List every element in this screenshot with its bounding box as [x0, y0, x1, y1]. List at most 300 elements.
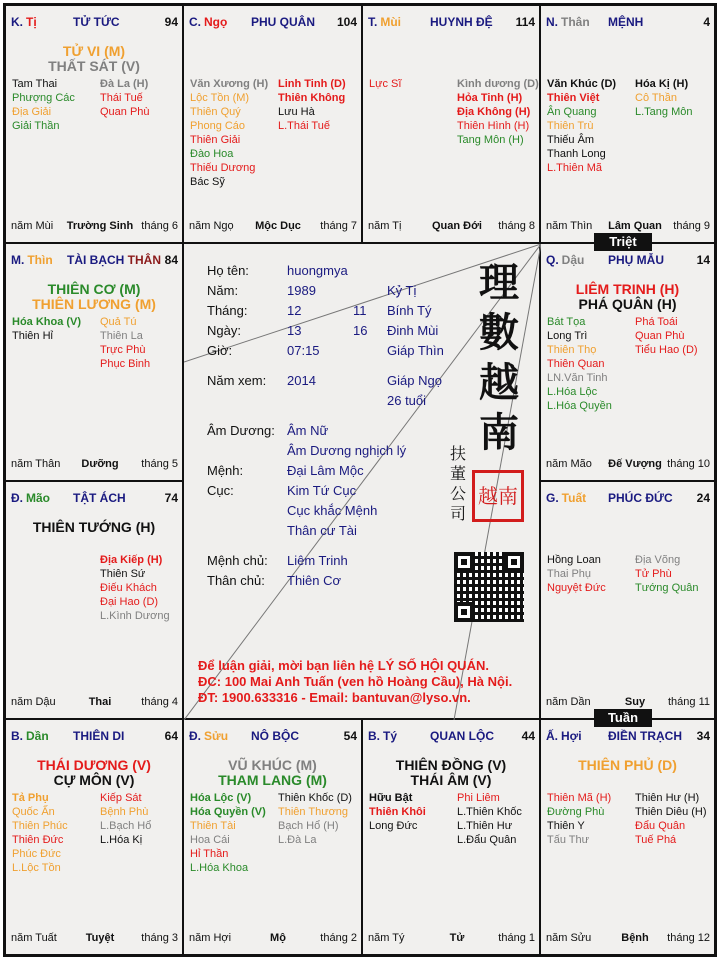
name-value: huongmya: [287, 263, 348, 278]
month-value: 12: [287, 303, 302, 318]
main-stars: [541, 758, 714, 773]
left-star-list: [547, 791, 611, 847]
palace-footer: [11, 696, 178, 709]
left-star-list: [547, 553, 606, 595]
hour-canchi: Giáp Thìn: [387, 343, 444, 358]
minor-star: Hóa Quyền (V): [190, 806, 266, 818]
minor-star: Lưu Hà: [278, 106, 315, 118]
minor-star: Thiên Trù: [547, 120, 594, 132]
minor-star: Đường Phù: [547, 806, 605, 818]
palace-header: [11, 491, 178, 505]
footer-month: tháng 2: [320, 932, 357, 944]
footer-year: năm Thân: [11, 458, 61, 470]
stem: Q.: [546, 253, 559, 267]
palace-footer: [11, 458, 178, 471]
age-number: 24: [696, 491, 710, 505]
calligraphy-logo: 理數越南: [479, 259, 519, 456]
minor-star: Đà La (H): [100, 78, 149, 90]
footer-month: tháng 7: [320, 220, 357, 232]
stem: Đ.: [11, 491, 23, 505]
main-stars: [541, 282, 714, 312]
than-chu-label: Thân chủ:: [207, 573, 265, 588]
stem: Đ.: [189, 729, 201, 743]
palace-footer: [546, 220, 710, 233]
minor-star: L.Đẩu Quân: [457, 834, 517, 846]
minor-star: L.Thiên Khốc: [457, 806, 522, 818]
palace-cell[interactable]: [363, 6, 541, 244]
left-star-list: [190, 791, 266, 875]
stem: C.: [189, 15, 201, 29]
day-label: Ngày:: [207, 323, 241, 338]
main-stars: [6, 520, 182, 535]
minor-star: L.Hóa Khoa: [190, 862, 249, 874]
than-cu-note: Thân cư Tài: [287, 523, 357, 538]
palace-name: TẬT ÁCH: [73, 491, 126, 505]
day-value: 13: [287, 323, 302, 338]
life-stage: Mộc Dục: [255, 220, 301, 232]
minor-star: Địa Kiếp (H): [100, 554, 163, 566]
main-star: THẤT SÁT (V): [48, 58, 140, 74]
astrology-chart: [3, 3, 717, 957]
main-stars: [6, 44, 182, 74]
palace-footer: [189, 932, 357, 945]
contact-phone-email[interactable]: ĐT: 1900.633316 - Email: bantuvan@lyso.vn.: [198, 690, 471, 705]
branch: Tuất: [561, 491, 587, 505]
palace-header: [546, 729, 710, 743]
stem: T.: [368, 15, 378, 29]
branch: Ngọ: [204, 15, 228, 29]
footer-month: tháng 1: [498, 932, 535, 944]
than-marker: THÂN: [127, 253, 161, 267]
minor-star: Thiên Hư (H): [635, 792, 700, 804]
footer-year: năm Thìn: [546, 220, 593, 232]
stem: B.: [368, 729, 380, 743]
palace-name: PHU QUÂN: [251, 15, 316, 29]
right-star-list: [278, 77, 346, 133]
main-star: TỬ VI (M): [62, 43, 126, 59]
age-number: 14: [696, 253, 710, 267]
life-stage: Thai: [88, 696, 112, 708]
palace-header: [11, 253, 178, 267]
life-stage: Mộ: [270, 932, 286, 944]
right-star-list: [635, 553, 699, 595]
cuc-note: Cục khắc Mệnh: [287, 503, 378, 518]
branch: Mùi: [380, 15, 402, 29]
main-star: THIÊN PHỦ (D): [578, 757, 677, 773]
minor-star: Hỏa Tinh (H): [457, 92, 523, 104]
age-number: 64: [164, 729, 178, 743]
minor-star: Tiểu Hao (D): [635, 344, 698, 356]
palace-header: [368, 15, 535, 29]
branch: Mão: [26, 491, 50, 505]
year-value: 1989: [287, 283, 316, 298]
amduong-label: Âm Dương:: [207, 423, 275, 438]
minor-star: Tả Phụ: [12, 792, 49, 804]
branch: Tý: [383, 729, 398, 743]
minor-star: Quan Phù: [635, 330, 685, 342]
left-star-list: [547, 315, 612, 413]
year-label: Năm:: [207, 283, 239, 298]
palace-footer: [189, 220, 357, 233]
qr-code[interactable]: [454, 552, 524, 622]
palace-footer: [546, 932, 710, 945]
palace-cell[interactable]: [184, 6, 363, 244]
palace-footer: [368, 220, 535, 233]
footer-year: năm Tị: [368, 220, 402, 232]
minor-star: Đào Hoa: [190, 148, 234, 160]
month-canchi: Bính Tý: [387, 303, 432, 318]
view-year-value: 2014: [287, 373, 316, 388]
hour-value: 07:15: [287, 343, 320, 358]
minor-star: Thiếu Âm: [547, 134, 595, 146]
footer-month: tháng 8: [498, 220, 535, 232]
minor-star: L.Thiên Mã: [547, 162, 603, 174]
left-star-list: [12, 315, 81, 343]
red-seal-stamp: 越南: [472, 470, 524, 522]
amduong-note: Âm Dương nghịch lý: [287, 443, 407, 458]
palace-cell[interactable]: [541, 6, 714, 244]
palace-footer: [11, 932, 178, 945]
main-star: CỰ MÔN (V): [53, 772, 135, 788]
minor-star: Thiên Quan: [547, 358, 605, 370]
age-number: 84: [164, 253, 178, 267]
right-star-list: [100, 77, 150, 119]
cuc-value: Kim Tứ Cục: [287, 483, 357, 498]
palace-name: MỆNH: [608, 15, 644, 29]
minor-star: Bạch Hổ (H): [278, 820, 339, 832]
minor-star: Giải Thần: [12, 120, 60, 132]
minor-star: Thiên Giải: [190, 134, 241, 146]
minor-star: LN.Văn Tinh: [547, 372, 608, 384]
palace-header: [546, 15, 710, 29]
minor-star: Tử Phù: [635, 568, 672, 580]
minor-star: L.Thiên Hư: [457, 820, 513, 832]
palace-name: PHÚC ĐỨC: [608, 491, 673, 505]
palace-footer: [11, 220, 178, 233]
footer-month: tháng 10: [667, 458, 710, 470]
branch: Sửu: [204, 729, 229, 743]
palace-cell[interactable]: [541, 482, 714, 720]
tuan-badge: Tuần: [594, 709, 652, 727]
minor-star: Cô Thần: [635, 92, 677, 104]
footer-month: tháng 9: [673, 220, 710, 232]
right-star-list: [100, 791, 151, 847]
minor-star: Đại Hao (D): [100, 596, 159, 608]
palace-header: [11, 15, 178, 29]
main-stars: [363, 758, 539, 788]
palace-header: [546, 491, 710, 505]
life-stage: Trường Sinh: [66, 220, 134, 232]
main-stars: [6, 282, 182, 312]
minor-star: Thiên Tài: [190, 820, 236, 832]
age-number: 74: [164, 491, 178, 505]
palace-name: PHỤ MẪU: [608, 253, 664, 267]
palace-name: TÀI BẠCH: [67, 253, 125, 267]
stem: B.: [11, 729, 23, 743]
footer-year: năm Hợi: [189, 932, 232, 944]
minor-star: Hóa Khoa (V): [12, 316, 82, 328]
minor-star: Thái Tuế: [100, 92, 143, 104]
footer-year: năm Mùi: [11, 220, 54, 232]
minor-star: Văn Khúc (D): [547, 78, 617, 90]
footer-year: năm Tý: [368, 932, 405, 944]
palace-header: [189, 729, 357, 743]
day-lunar: 16: [353, 323, 368, 338]
age-number: 44: [521, 729, 535, 743]
stem: G.: [546, 491, 559, 505]
minor-star: Thai Phụ: [547, 568, 592, 580]
left-star-list: [12, 791, 68, 875]
life-stage: Suy: [624, 696, 646, 708]
palace-cell[interactable]: [6, 720, 184, 954]
footer-year: năm Tuất: [11, 932, 57, 944]
stem: Ấ.: [546, 729, 558, 743]
minor-star: Đẩu Quân: [635, 820, 686, 832]
minor-star: Linh Tinh (D): [278, 78, 346, 90]
life-stage: Tử: [449, 932, 465, 944]
main-stars: [6, 758, 182, 788]
minor-star: Thiên Không: [278, 92, 346, 104]
calligraphy-small: 扶董公司: [450, 444, 467, 523]
menh-chu-label: Mệnh chủ:: [207, 553, 268, 568]
triet-badge: Triệt: [594, 233, 652, 251]
hour-label: Giờ:: [207, 343, 233, 358]
view-year-label: Năm xem:: [207, 373, 267, 388]
footer-year: năm Dần: [546, 696, 591, 708]
day-canchi: Đinh Mùi: [387, 323, 439, 338]
contact-address: ĐC: 100 Mai Anh Tuấn (ven hồ Hoàng Cầu), Hà Nội.: [198, 674, 513, 689]
contact-line-1: Để luận giải, mời bạn liên hệ LÝ SỐ HỘI QUÁN.: [198, 658, 489, 673]
main-star: THIÊN LƯƠNG (M): [32, 296, 156, 312]
minor-star: Tấu Thư: [547, 834, 590, 846]
branch: Thân: [561, 15, 590, 29]
minor-star: Phi Liêm: [457, 792, 500, 804]
minor-star: Hồng Loan: [547, 554, 601, 566]
branch: Hợi: [561, 729, 582, 743]
main-star: THIÊN CƠ (M): [47, 281, 141, 297]
palace-header: [11, 729, 178, 743]
minor-star: Hóa Lộc (V): [190, 792, 252, 804]
amduong-value: Âm Nữ: [287, 423, 329, 438]
palace-footer: [546, 458, 710, 471]
branch: Dậu: [561, 253, 585, 267]
age-number: 104: [336, 15, 357, 29]
minor-star: Thiên Phúc: [12, 820, 68, 832]
minor-star: Phá Toái: [635, 316, 678, 328]
palace-header: [189, 15, 357, 29]
minor-star: Quốc Ấn: [12, 806, 55, 818]
palace-cell[interactable]: [184, 720, 363, 954]
minor-star: Tướng Quân: [635, 582, 699, 594]
minor-star: Địa Võng: [635, 554, 681, 566]
palace-cell[interactable]: [6, 6, 184, 244]
minor-star: Văn Xương (H): [190, 78, 269, 90]
minor-star: L.Lộc Tồn: [12, 862, 61, 874]
minor-star: Phục Binh: [100, 358, 151, 370]
right-star-list: [100, 553, 170, 623]
life-stage: Đế Vượng: [608, 458, 662, 470]
minor-star: L.Đà La: [278, 834, 317, 846]
minor-star: Long Đức: [369, 820, 418, 832]
main-star: THIÊN ĐỒNG (V): [395, 757, 507, 773]
menh-label: Mệnh:: [207, 463, 244, 478]
minor-star: Thiên Diêu (H): [635, 806, 707, 818]
main-star: THAM LANG (M): [218, 772, 327, 788]
right-star-list: [278, 791, 352, 847]
minor-star: Tam Thai: [12, 78, 58, 90]
left-star-list: [369, 791, 426, 833]
minor-star: Thiên Thọ: [547, 344, 597, 356]
minor-star: Ân Quang: [547, 106, 597, 118]
left-star-list: [190, 77, 268, 189]
minor-star: Hoa Cái: [190, 834, 230, 846]
main-stars: [184, 758, 361, 788]
life-stage: Lâm Quan: [608, 220, 662, 232]
footer-year: năm Dậu: [11, 696, 56, 708]
than-chu-value: Thiên Cơ: [287, 573, 342, 588]
year-canchi: Kỷ Tị: [387, 283, 417, 298]
palace-header: [368, 729, 535, 743]
minor-star: Thiên Khôi: [369, 806, 426, 818]
cuc-label: Cục:: [207, 483, 234, 498]
main-star: VŨ KHÚC (M): [228, 757, 317, 773]
view-year-canchi: Giáp Ngọ: [387, 373, 442, 388]
right-star-list: [100, 315, 150, 371]
minor-star: Bác Sỹ: [190, 176, 225, 188]
right-star-list: [457, 77, 539, 147]
palace-cell[interactable]: [541, 720, 714, 954]
footer-year: năm Mão: [546, 458, 592, 470]
minor-star: Thiên Đức: [12, 834, 64, 846]
right-star-list: [635, 77, 692, 119]
minor-star: Thiên La: [100, 330, 143, 342]
footer-month: tháng 3: [141, 932, 178, 944]
age-number: 94: [164, 15, 178, 29]
minor-star: Lực Sĩ: [369, 78, 402, 90]
minor-star: Trực Phù: [100, 344, 146, 356]
minor-star: Thiên Y: [547, 820, 585, 832]
minor-star: Hỉ Thần: [190, 848, 229, 860]
main-star: THÁI ÂM (V): [410, 772, 492, 788]
footer-month: tháng 11: [667, 696, 710, 708]
name-label: Họ tên:: [207, 263, 249, 278]
minor-star: Thiên Quý: [190, 106, 241, 118]
minor-star: Thanh Long: [547, 148, 606, 160]
branch: Dần: [26, 729, 49, 743]
age-value: 26 tuổi: [387, 393, 427, 408]
minor-star: Thiên Hình (H): [457, 120, 530, 132]
minor-star: L.Thái Tuế: [278, 120, 330, 132]
palace-name: HUYNH ĐỆ: [430, 15, 493, 29]
menh-chu-value: Liêm Trinh: [287, 553, 348, 568]
minor-star: L.Hóa Quyền: [547, 400, 612, 412]
right-star-list: [635, 791, 707, 847]
minor-star: Thiên Khốc (D): [278, 792, 352, 804]
month-lunar: 11: [353, 303, 367, 318]
minor-star: Địa Không (H): [457, 106, 531, 118]
footer-year: năm Sửu: [546, 932, 592, 944]
palace-name: QUAN LỘC: [430, 729, 494, 743]
minor-star: Lộc Tồn (M): [190, 92, 250, 104]
main-star: LIÊM TRINH (H): [575, 281, 680, 297]
footer-year: năm Ngọ: [189, 220, 234, 232]
main-star: THÁI DƯƠNG (V): [37, 757, 151, 773]
left-star-list: [12, 77, 75, 133]
palace-footer: [546, 696, 710, 709]
minor-star: Hóa Kị (H): [635, 78, 689, 90]
minor-star: Quan Phù: [100, 106, 150, 118]
footer-month: tháng 4: [141, 696, 178, 708]
minor-star: Phong Cáo: [190, 120, 246, 132]
palace-cell[interactable]: [363, 720, 541, 954]
minor-star: Thiên Mã (H): [547, 792, 612, 804]
month-label: Tháng:: [207, 303, 248, 318]
minor-star: L.Bạch Hổ: [100, 820, 152, 832]
age-number: 34: [696, 729, 710, 743]
palace-footer: [368, 932, 535, 945]
left-star-list: [369, 77, 401, 91]
palace-name: TỬ TỨC: [73, 15, 120, 29]
life-stage: Tuyệt: [85, 932, 115, 944]
minor-star: Thiên Sứ: [100, 568, 146, 580]
minor-star: Tang Môn (H): [457, 134, 524, 146]
minor-star: Nguyệt Đức: [547, 582, 606, 594]
minor-star: Kình dương (D): [457, 78, 539, 90]
minor-star: Điếu Khách: [100, 582, 157, 594]
minor-star: Phúc Đức: [12, 848, 61, 860]
stem: K.: [11, 15, 23, 29]
minor-star: Hữu Bật: [369, 792, 413, 804]
right-star-list: [457, 791, 522, 847]
minor-star: Bát Tọa: [547, 316, 586, 328]
minor-star: Quả Tú: [100, 316, 137, 328]
minor-star: Long Trì: [547, 330, 588, 342]
palace-name: ĐIỀN TRẠCH: [608, 729, 682, 743]
footer-month: tháng 12: [667, 932, 710, 944]
life-stage: Bệnh: [621, 932, 649, 944]
branch: Tị: [26, 15, 37, 29]
life-stage: Quan Đới: [432, 220, 482, 232]
palace-cell[interactable]: [6, 482, 184, 720]
stem: N.: [546, 15, 558, 29]
palace-name: NÔ BỘC: [251, 729, 299, 743]
minor-star: Bệnh Phù: [100, 806, 149, 818]
minor-star: Thiên Hỉ: [12, 330, 53, 342]
left-star-list: [547, 77, 616, 175]
age-number: 114: [515, 15, 535, 29]
life-stage: Dưỡng: [81, 458, 119, 470]
palace-header: [546, 253, 710, 267]
footer-month: tháng 5: [141, 458, 178, 470]
menh-value: Đại Lâm Mộc: [287, 463, 364, 478]
minor-star: L.Tang Môn: [635, 106, 693, 118]
minor-star: Địa Giải: [12, 106, 52, 118]
right-star-list: [635, 315, 698, 357]
minor-star: Phượng Các: [12, 92, 75, 104]
main-star: THIÊN TƯỚNG (H): [32, 519, 156, 535]
stem: M.: [11, 253, 25, 267]
branch: Thìn: [27, 253, 53, 267]
age-number: 54: [343, 729, 357, 743]
palace-cell[interactable]: [6, 244, 184, 482]
main-star: PHÁ QUÂN (H): [578, 296, 677, 312]
palace-cell[interactable]: [541, 244, 714, 482]
minor-star: Kiếp Sát: [100, 792, 142, 804]
palace-name: THIÊN DI: [73, 729, 125, 743]
footer-month: tháng 6: [141, 220, 178, 232]
minor-star: L.Kình Dương: [100, 610, 170, 622]
minor-star: Thiên Thương: [278, 806, 349, 818]
